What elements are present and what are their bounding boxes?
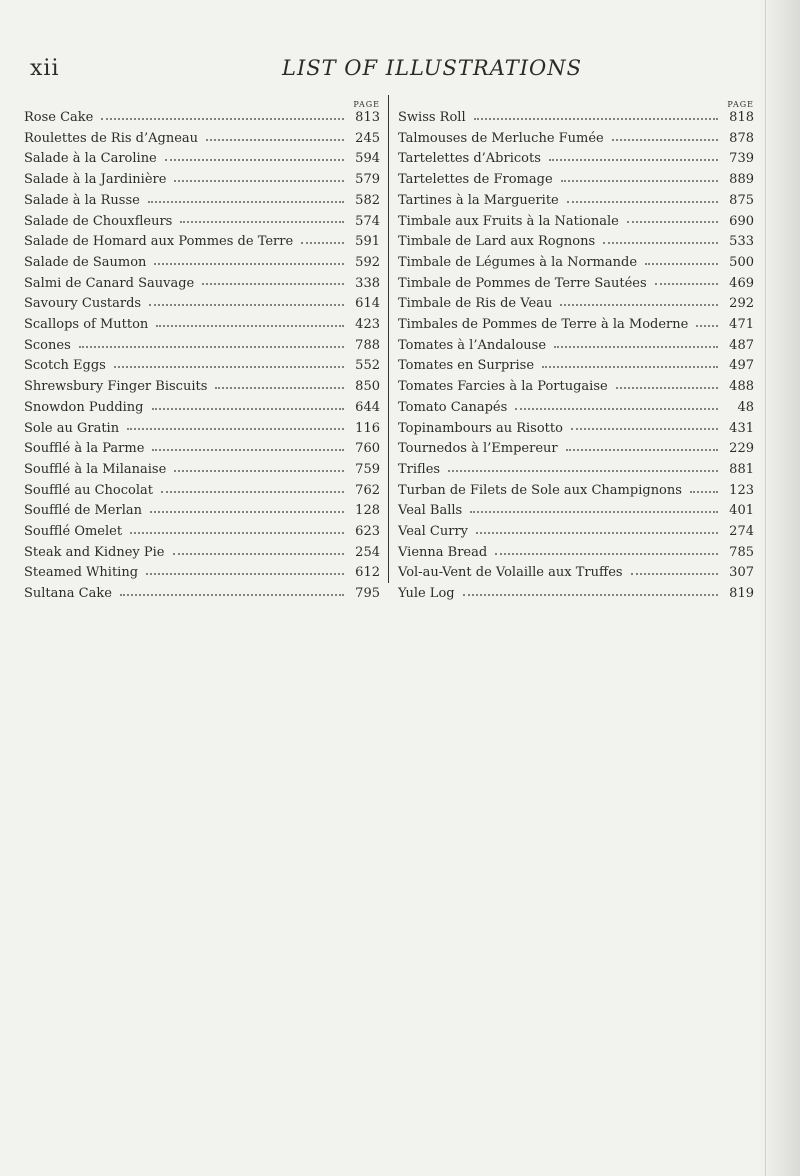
entry-page-number: 574 [355,213,380,229]
entry-title: Tartelettes d’Abricots [398,151,541,167]
entry-page-number: 423 [355,317,380,333]
dot-leader [114,366,344,367]
entry-title: Salmi de Canard Sauvage [24,275,195,291]
entry-title: Shrewsbury Finger Biscuits [24,379,208,395]
entry-title: Soufflé Omelet [24,524,123,540]
entry-title: Yule Log [398,586,455,602]
entry-page-number: 881 [729,461,754,477]
index-entry [24,253,380,274]
entry-page-number: 759 [355,461,380,477]
entry-title: Steamed Whiting [24,565,139,581]
dot-leader [571,428,718,429]
dot-leader [180,221,344,222]
entry-page-number: 533 [729,234,754,250]
entry-page-number: 116 [355,420,380,436]
dot-leader [549,159,718,160]
entry-page-number: 579 [355,172,380,188]
index-entry [24,377,380,398]
entry-page-number: 401 [729,503,754,519]
index-entry [398,315,754,336]
index-entry [24,191,380,212]
entry-title: Rose Cake [24,110,94,125]
index-entry [24,460,380,481]
entry-page-number: 795 [355,586,380,602]
entry-title: Savoury Custards [24,296,142,312]
dot-leader [120,594,344,595]
entry-page-number: 497 [729,358,754,374]
entry-page-number: 500 [729,254,754,270]
entry-title: Scallops of Mutton [24,317,149,333]
entry-page-number: 788 [355,337,380,353]
index-entry [24,398,380,419]
dot-leader [156,325,344,326]
dot-leader [645,263,718,264]
dot-leader [616,387,718,388]
index-entry [398,212,754,233]
dot-leader [146,573,344,574]
right-entry-list [398,108,754,605]
entry-page-number: 254 [355,544,380,560]
entry-title: Soufflé au Chocolat [24,482,153,498]
index-entry [398,108,754,129]
entry-title: Salade à la Russe [24,192,140,208]
index-entry [24,481,380,502]
entry-page-number: 338 [355,275,380,291]
entry-page-number: 552 [355,358,380,374]
dot-leader [515,408,718,409]
entry-title: Salade de Homard aux Pommes de Terre [24,234,294,250]
entry-page-number: 785 [729,544,754,560]
entry-title: Salade de Saumon [24,254,147,270]
dot-leader [448,470,718,471]
index-entry [398,398,754,419]
index-entry [398,149,754,170]
index-entry [398,336,754,357]
entry-title: Trifles [398,461,441,477]
dot-leader [696,325,718,326]
dot-leader [202,283,344,284]
entry-page-number: 644 [355,399,380,415]
entry-title: Swiss Roll [398,110,466,125]
entry-title: Salade à la Caroline [24,151,157,167]
index-entry [24,274,380,295]
entry-title: Tomato Canapés [398,399,508,415]
entry-page-number: 813 [355,110,380,125]
entry-title: Vienna Bread [398,544,488,560]
page-edge-line [765,0,766,1176]
entry-title: Steak and Kidney Pie [24,544,165,560]
entry-title: Scotch Eggs [24,358,106,374]
index-entry [398,191,754,212]
entry-title: Turban de Filets de Sole aux Champignons [398,482,682,498]
index-entry [24,584,380,605]
entry-page-number: 592 [355,254,380,270]
entry-title: Sole au Gratin [24,420,120,436]
index-entry [24,356,380,377]
index-entry [398,377,754,398]
entry-title: Salade de Chouxfleurs [24,213,173,229]
dot-leader [495,553,718,554]
index-entry [398,170,754,191]
index-entry [398,460,754,481]
dot-leader [165,159,344,160]
entry-title: Timbale aux Fruits à la Nationale [398,213,619,229]
index-entry [398,253,754,274]
page-number: xii [30,56,60,81]
dot-leader [215,387,344,388]
dot-leader [79,346,344,347]
index-entry [398,129,754,150]
dot-leader [690,491,718,492]
entry-page-number: 292 [729,296,754,312]
entry-title: Timbale de Légumes à la Normande [398,254,638,270]
entry-title: Veal Curry [398,524,469,540]
left-index-column [24,96,380,605]
entry-title: Timbale de Lard aux Rognons [398,234,596,250]
entry-page-number: 469 [729,275,754,291]
entry-page-number: 819 [729,586,754,602]
dot-leader [627,221,718,222]
entry-title: Tomates en Surprise [398,358,535,374]
entry-title: Talmouses de Merluche Fumée [398,130,604,146]
entry-page-number: 818 [729,110,754,125]
index-entry [24,501,380,522]
entry-title: Salade à la Jardinière [24,172,167,188]
dot-leader [150,511,344,512]
index-entry [398,501,754,522]
entry-page-number: 591 [355,234,380,250]
entry-page-number: 307 [729,565,754,581]
entry-page-number: 471 [729,317,754,333]
index-entry [24,232,380,253]
dot-leader [476,532,718,533]
index-entry [398,543,754,564]
entry-page-number: 487 [729,337,754,353]
dot-leader [603,242,718,243]
index-entry [398,274,754,295]
dot-leader [127,428,344,429]
dot-leader [631,573,718,574]
right-index-column [398,96,754,605]
entry-title: Scones [24,337,71,353]
dot-leader [206,139,344,140]
index-entry [398,356,754,377]
dot-leader [101,118,344,119]
entry-page-number: 128 [355,503,380,519]
dot-leader [474,118,718,119]
index-entry [398,584,754,605]
page-header [24,56,764,86]
index-entry [24,129,380,150]
entry-title: Vol-au-Vent de Volaille aux Truffes [398,565,623,581]
index-entry [24,170,380,191]
dot-leader [149,304,344,305]
dot-leader [566,449,718,450]
entry-title: Timbale de Pommes de Terre Sautées [398,275,647,291]
entry-title: Soufflé à la Milanaise [24,461,167,477]
entry-page-number: 123 [729,482,754,498]
index-entry [24,108,380,129]
dot-leader [161,491,344,492]
left-entry-list [24,108,380,605]
index-entry [398,294,754,315]
entry-page-number: 760 [355,441,380,457]
dot-leader [301,242,344,243]
index-entry [24,315,380,336]
dot-leader [148,201,344,202]
entry-title: Topinambours au Risotto [398,420,563,436]
index-entry [398,419,754,440]
right-page-label: PAGE [727,100,754,109]
index-entry [24,439,380,460]
entry-page-number: 48 [737,399,754,415]
entry-title: Soufflé à la Parme [24,441,145,457]
dot-leader [561,180,718,181]
dot-leader [470,511,718,512]
dot-leader [554,346,718,347]
entry-page-number: 762 [355,482,380,498]
entry-page-number: 739 [729,151,754,167]
index-entry [24,212,380,233]
entry-title: Roulettes de Ris d’Agneau [24,130,199,146]
dot-leader [560,304,718,305]
index-entry [24,149,380,170]
entry-page-number: 274 [729,524,754,540]
entry-title: Tournedos à l’Empereur [398,441,558,457]
index-entry [24,563,380,584]
index-entry [24,294,380,315]
entry-title: Snowdon Pudding [24,399,144,415]
entry-page-number: 614 [355,296,380,312]
entry-page-number: 582 [355,192,380,208]
dot-leader [130,532,344,533]
entry-title: Tartelettes de Fromage [398,172,553,188]
running-title: LIST OF ILLUSTRATIONS [282,56,583,80]
entry-page-number: 245 [355,130,380,146]
index-entry [398,522,754,543]
dot-leader [463,594,718,595]
left-column-heading [24,96,380,108]
entry-page-number: 875 [729,192,754,208]
dot-leader [174,180,344,181]
entry-title: Veal Balls [398,503,463,519]
dot-leader [174,470,344,471]
entry-title: Tartines à la Marguerite [398,192,559,208]
index-entry [398,563,754,584]
dot-leader [173,553,345,554]
entry-page-number: 889 [729,172,754,188]
dot-leader [612,139,718,140]
entry-page-number: 850 [355,379,380,395]
index-entry [24,543,380,564]
entry-page-number: 690 [729,213,754,229]
dot-leader [152,449,344,450]
entry-title: Timbale de Ris de Veau [398,296,553,312]
entry-page-number: 623 [355,524,380,540]
index-entry [398,439,754,460]
index-entry [24,522,380,543]
dot-leader [154,263,344,264]
index-entry [398,481,754,502]
index-entry [24,419,380,440]
entry-page-number: 594 [355,151,380,167]
dot-leader [567,201,718,202]
dot-leader [655,283,718,284]
entry-title: Soufflé de Merlan [24,503,142,519]
entry-page-number: 878 [729,130,754,146]
entry-page-number: 612 [355,565,380,581]
entry-title: Tomates Farcies à la Portugaise [398,379,608,395]
entry-title: Tomates à l’Andalouse [398,337,547,353]
entry-page-number: 229 [729,441,754,457]
right-column-heading [398,96,754,108]
entry-title: Sultana Cake [24,586,112,602]
column-divider [388,95,389,583]
index-entry [398,232,754,253]
entry-title: Timbales de Pommes de Terre à la Moderne [398,317,689,333]
left-page-label: PAGE [353,100,380,109]
dot-leader [152,408,344,409]
entry-page-number: 488 [729,379,754,395]
entry-page-number: 431 [729,420,754,436]
index-entry [24,336,380,357]
dot-leader [542,366,718,367]
